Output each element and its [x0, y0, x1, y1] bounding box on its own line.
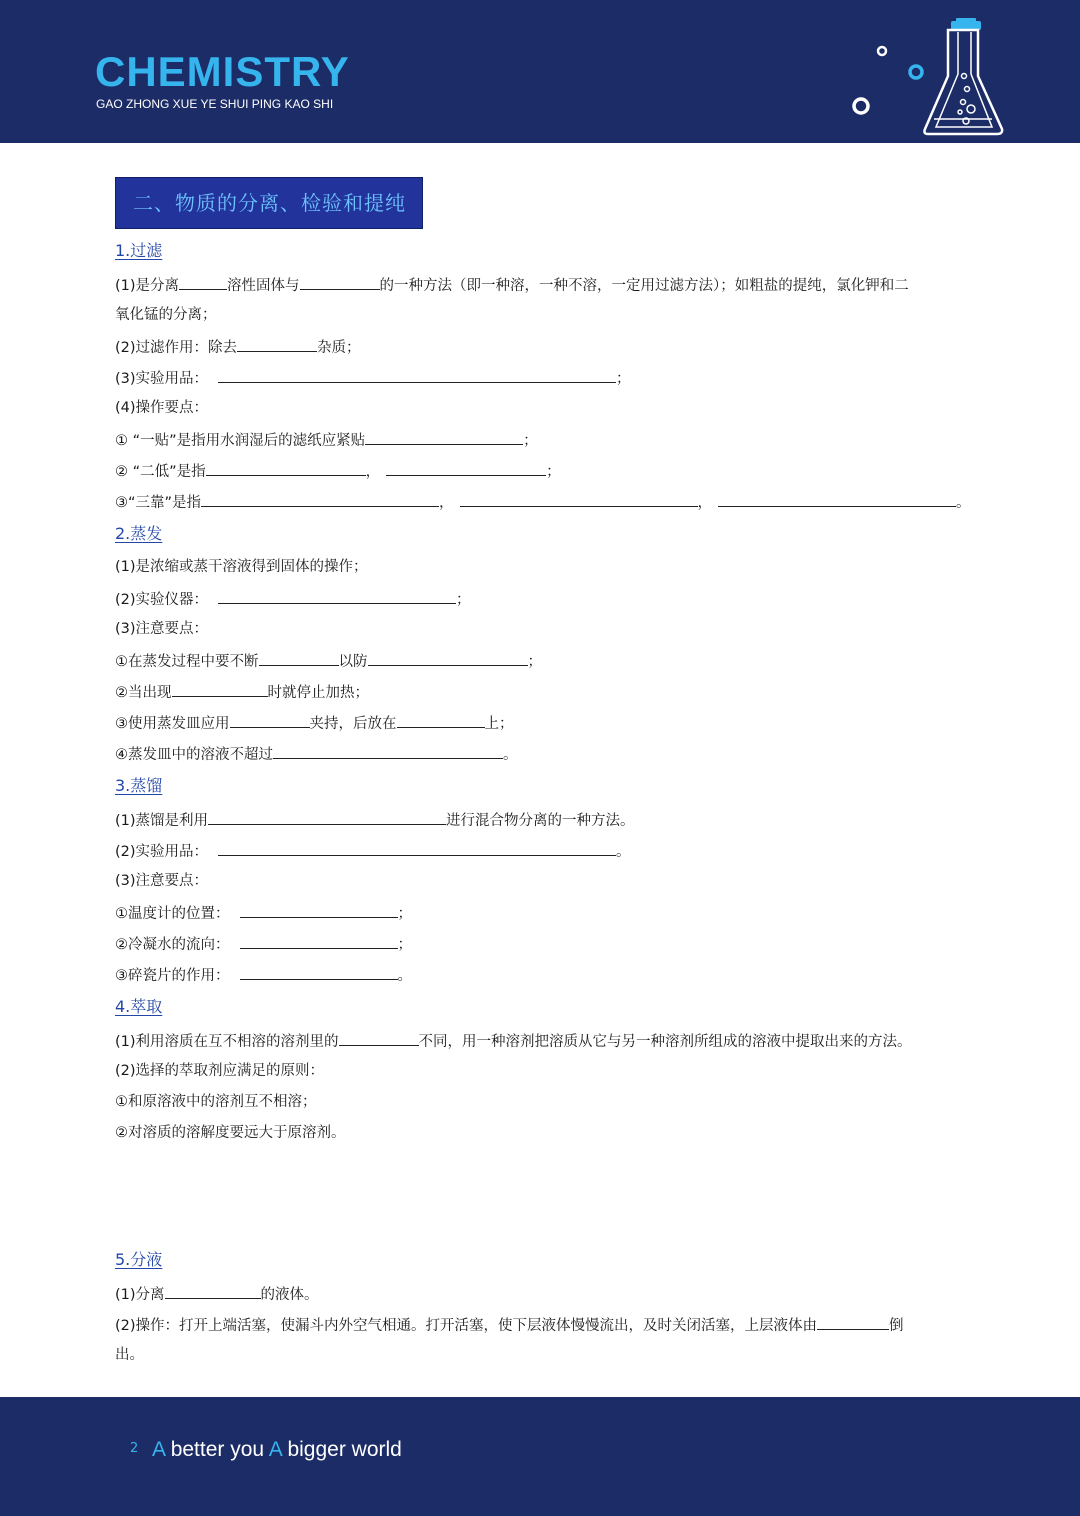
text: (1)分离: [115, 1287, 165, 1303]
blank: [201, 491, 439, 507]
blank: [237, 336, 317, 352]
blank: [240, 964, 398, 980]
text: (2)实验用品：: [115, 844, 209, 860]
blank: [397, 712, 485, 728]
slogan-text: bigger world: [281, 1438, 402, 1461]
blank: [240, 933, 398, 949]
text: ②当出现: [115, 685, 172, 701]
evaporation-line-1: (1)是浓缩或蒸干溶液得到固体的操作；: [115, 559, 368, 575]
page-number: 2: [130, 1441, 139, 1456]
blank: [172, 681, 268, 697]
evaporation-line-7: [115, 743, 518, 765]
text: 以防: [338, 654, 368, 670]
heading-evaporation: 2.蒸发: [115, 524, 163, 543]
blank: [460, 491, 698, 507]
extraction-line-4: ②对溶质的溶解度要远大于原溶剂。: [115, 1125, 346, 1141]
text: (3)实验用品：: [115, 371, 209, 387]
brand-title: CHEMISTRY: [95, 48, 350, 95]
text: 。: [503, 747, 518, 763]
text: ②冷凝水的流向：: [115, 937, 230, 953]
filtration-line-2: [115, 336, 361, 358]
distillation-line-3: (3)注意要点：: [115, 873, 209, 889]
page-header: [0, 0, 1080, 143]
blank: [208, 809, 446, 825]
text: ② “二低”是指: [115, 464, 206, 480]
text: ①在蒸发过程中要不断: [115, 654, 259, 670]
text: 的一种方法（即一种溶，一种不溶，一定用过滤方法）；如粗盐的提纯，氯化钾和二: [379, 278, 909, 294]
slogan-accent: A: [268, 1438, 282, 1461]
text: ① “一贴”是指用水润湿后的滤纸应紧贴: [115, 433, 366, 449]
blank: [259, 650, 339, 666]
evaporation-line-3: (3)注意要点：: [115, 621, 209, 637]
evaporation-line-2: [115, 588, 471, 610]
blank: [368, 650, 528, 666]
extraction-line-3: ①和原溶液中的溶剂互不相溶；: [115, 1094, 317, 1110]
text: ，: [365, 464, 381, 480]
text: (1)利用溶质在互不相溶的溶剂里的: [115, 1034, 339, 1050]
extraction-line-2: (2)选择的萃取剂应满足的原则：: [115, 1063, 325, 1079]
text: ，: [697, 495, 713, 511]
slogan-accent: A: [152, 1438, 165, 1461]
text: ，: [439, 495, 454, 511]
text: 。: [616, 844, 631, 860]
blank: [218, 588, 456, 604]
distillation-line-1: [115, 809, 635, 831]
filtration-line-7: [115, 491, 971, 513]
blank: [718, 491, 956, 507]
heading-extraction: 4.萃取: [115, 997, 163, 1016]
separation-line-1: [115, 1283, 319, 1305]
blank: [365, 429, 523, 445]
extraction-line-1: [115, 1030, 912, 1052]
slogan-text: better you: [164, 1438, 269, 1461]
text: 倒: [889, 1318, 904, 1334]
blank: [218, 367, 616, 383]
filtration-line-1b: 氧化锰的分离；: [115, 307, 217, 323]
text: 溶性固体与: [227, 278, 300, 294]
text: 上；: [484, 716, 514, 732]
distillation-line-6: [115, 964, 412, 986]
text: (2)实验仪器：: [115, 592, 209, 608]
separation-line-2: [115, 1314, 904, 1336]
flask-icon: [840, 14, 1010, 139]
text: (1)是分离: [115, 278, 180, 294]
text: 不同，用一种溶剂把溶质从它与另一种溶剂所组成的溶液中提取出来的方法。: [418, 1034, 912, 1050]
text: 时就停止加热；: [267, 685, 369, 701]
distillation-line-2: [115, 840, 631, 862]
text: (1)蒸馏是利用: [115, 813, 209, 829]
blank: [817, 1314, 889, 1330]
evaporation-line-5: [115, 681, 369, 703]
blank: [230, 712, 310, 728]
filtration-line-3: [115, 367, 631, 389]
text: 杂质；: [317, 340, 361, 356]
blank: [386, 460, 546, 476]
filtration-line-1: [115, 274, 909, 296]
blank: [300, 274, 380, 290]
text: ③“三靠”是指: [115, 495, 202, 511]
separation-line-2b: 出。: [115, 1347, 144, 1363]
text: ③使用蒸发皿应用: [115, 716, 230, 732]
footer-slogan: [152, 1437, 402, 1463]
blank: [206, 460, 366, 476]
text: 进行混合物分离的一种方法。: [446, 813, 635, 829]
filtration-line-5: [115, 429, 538, 451]
text: ①温度计的位置：: [115, 906, 230, 922]
blank: [165, 1283, 261, 1299]
blank: [273, 743, 503, 759]
distillation-line-4: [115, 902, 412, 924]
text: ；: [523, 433, 538, 449]
blank: [179, 274, 227, 290]
text: 。: [397, 968, 412, 984]
text: 夹持，后放在: [309, 716, 397, 732]
filtration-line-6: [115, 460, 561, 482]
text: (2)过滤作用：除去: [115, 340, 238, 356]
text: ；: [527, 654, 542, 670]
text: ③碎瓷片的作用：: [115, 968, 230, 984]
heading-separation: 5.分液: [115, 1250, 163, 1269]
brand-subtitle: GAO ZHONG XUE YE SHUI PING KAO SHI: [96, 97, 334, 111]
section-title: 二、物质的分离、检验和提纯: [115, 177, 423, 229]
text: ；: [456, 592, 471, 608]
text: 的液体。: [260, 1287, 319, 1303]
text: ；: [546, 464, 561, 480]
text: ④蒸发皿中的溶液不超过: [115, 747, 273, 763]
heading-distillation: 3.蒸馏: [115, 776, 163, 795]
heading-filtration: 1.过滤: [115, 241, 163, 260]
blank: [339, 1030, 419, 1046]
evaporation-line-6: [115, 712, 514, 734]
text: (2)操作：打开上端活塞，使漏斗内外空气相通。打开活塞，使下层液体慢慢流出，及时关闭活塞，上层液体由: [115, 1318, 818, 1334]
page-footer: [0, 1397, 1080, 1516]
blank: [218, 840, 616, 856]
blank: [240, 902, 398, 918]
filtration-line-4: (4)操作要点：: [115, 400, 209, 416]
text: ；: [616, 371, 631, 387]
text: ；: [397, 937, 412, 953]
text: 。: [956, 495, 971, 511]
evaporation-line-4: [115, 650, 542, 672]
text: ；: [397, 906, 412, 922]
distillation-line-5: [115, 933, 412, 955]
